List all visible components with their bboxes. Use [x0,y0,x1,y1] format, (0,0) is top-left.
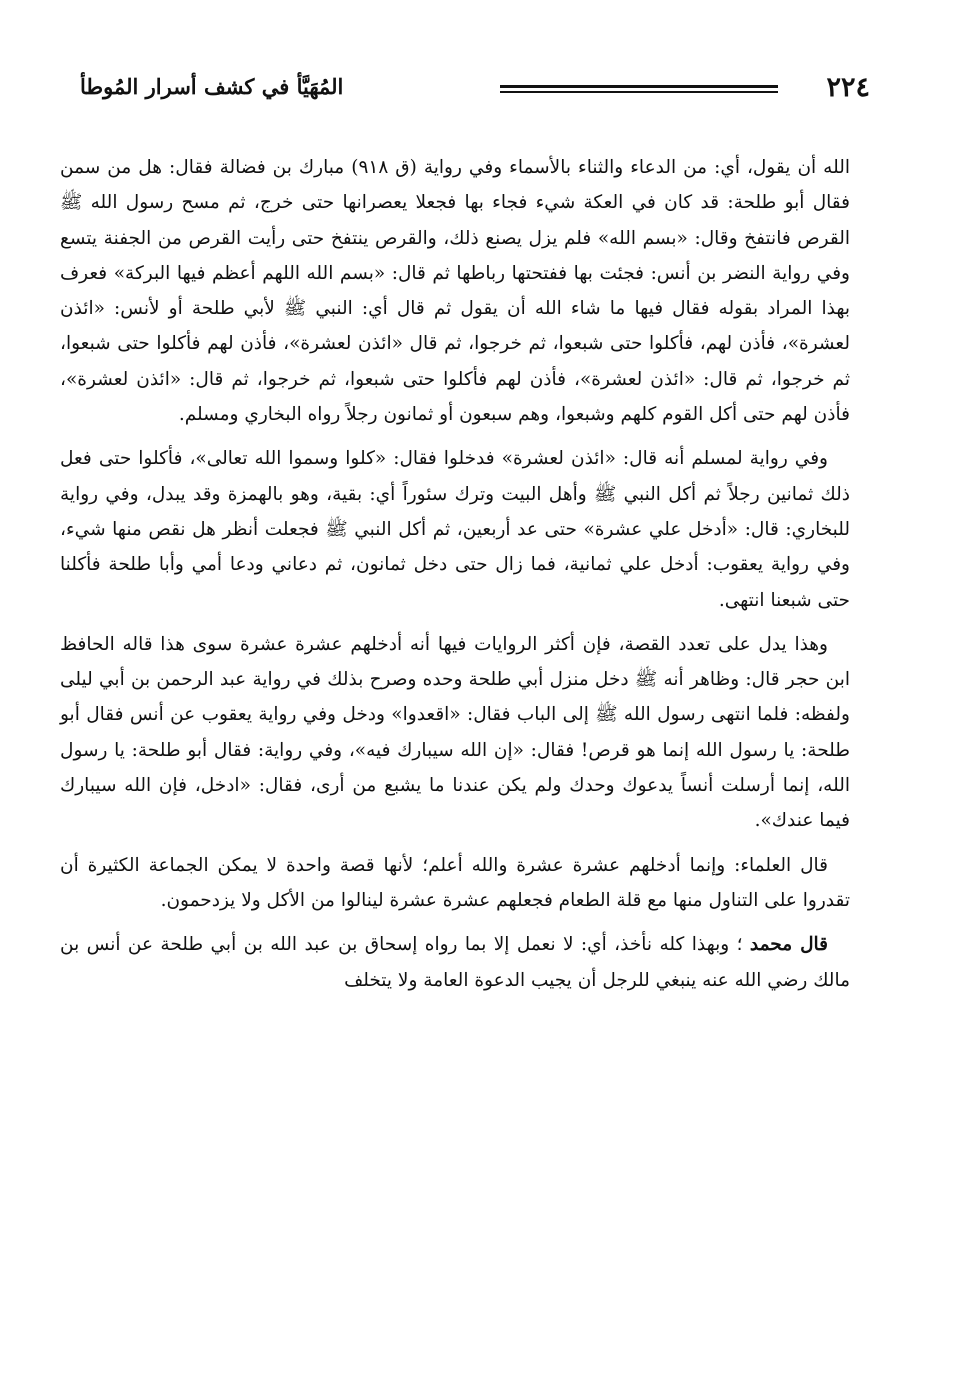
page-header [80,70,870,110]
paragraph-5 [60,927,850,998]
paragraph-1 [60,150,850,432]
paragraph-text: ؛ وبهذا كله نأخذ، أي: لا نعمل إلا بما رواه إسحاق بن عبد الله بن أبي طلحة عن أنس بن مالك رضي الله عنه ينبغي للرجل أن يجيب الدعوة العامة ولا يتخلف [60,934,850,991]
speaker-label: قال محمد [749,934,829,956]
paragraph-text: قال العلماء: وإنما أدخلهم عشرة عشرة والله أعلم؛ لأنها قصة واحدة لا يمكن الجماعة الكثيرة أن تقدروا على التناول منها مع قلة الطعام فجعلهم عشرة عشرة لينالوا من الأكل ولا يزدحمون. [60,854,850,911]
paragraph-text: الله أن يقول، أي: من الدعاء والثناء بالأسماء وفي رواية (ق ٩١٨) مبارك بن فضالة فقال: هل من سمن فقال أبو طلحة: قد كان في العكة شيء فجاء بها فجعلا يعصرانها حتى خرج، ثم مسح رسول الله ﷺ القرص فانتفخ وقال: «بسم الله» فلم يزل يصنع ذلك، والقرص ينتفخ حتى رأيت القرص من الجفنة يتسع وفي رواية النضر بن أنس: فجئت بها ففتحتها رباطها ثم قال: «بسم الله اللهم أعظم فيها البركة» فعرف بهذا المراد بقوله فقال فيها ما شاء الله أن يقول ثم قال أي: النبي ﷺ لأبي طلحة أو لأنس: «ائذن لعشرة»، فأذن لهم، فأكلوا حتى شبعوا، ثم خرجوا، ثم قال «ائذن لعشرة»، فأذن لهم فأكلوا حتى شبعوا، ثم خرجوا، ثم قال: «ائذن لعشرة»، فأذن لهم فأكلوا حتى شبعوا، ثم خرجوا، ثم قال: «ائذن لعشرة»، فأذن لهم حتى أكل القوم كلهم وشبعوا، وهم سبعون أو ثمانون رجلاً رواه البخاري ومسلم. [60,157,850,426]
paragraph-text: وفي رواية لمسلم أنه قال: «ائذن لعشرة» فدخلوا فقال: «كلوا وسموا الله تعالى»، فأكلوا حتى فعل ذلك ثمانين رجلاً ثم أكل النبي ﷺ وأهل البيت وترك سئوراً أي: بقية، وهو بالهمزة وقد يبدل، وفي رواية للبخاري: قال: «أدخل علي عشرة» حتى عد أربعين، ثم أكل النبي ﷺ فجعلت أنظر هل نقص منها شيء، وفي رواية يعقوب: أدخل علي ثمانية، فما زال حتى دخل ثمانون، ثم دعاني ودعا أمي وأبا طلحة فأكلنا حتى شبعنا انتهى. [60,448,850,611]
running-title: المُهَيَّأ في كشف أسرار المُوطأ [80,74,344,99]
paragraph-2 [60,441,850,617]
header-rule [500,85,778,93]
page-number: ٢٢٤ [826,72,870,103]
paragraph-4 [60,848,850,919]
paragraph-3 [60,627,850,839]
page-body [60,150,850,1007]
paragraph-text: وهذا يدل على تعدد القصة، فإن أكثر الروايات فيها أنه أدخلهم عشرة عشرة سوى هذا قاله الحافظ ابن حجر قال: وظاهر أنه ﷺ دخل منزل أبي طلحة وحده وصرح بذلك في رواية عبد الرحمن بن أبي ليلى ولفظه: فلما انتهى رسول الله ﷺ إلى الباب فقال: «اقعدوا» ودخل وفي رواية يعقوب عن أنس فقال أبو طلحة: يا رسول الله إنما هو قرص! فقال: «إن الله سيبارك فيه»، وفي رواية: فقال أبو طلحة: يا رسول الله، إنما أرسلت أنساً يدعوك وحدك ولم يكن عندنا ما يشبع من أرى، فقال: «ادخل، فإن الله سيبارك فيما عندك». [60,633,850,832]
